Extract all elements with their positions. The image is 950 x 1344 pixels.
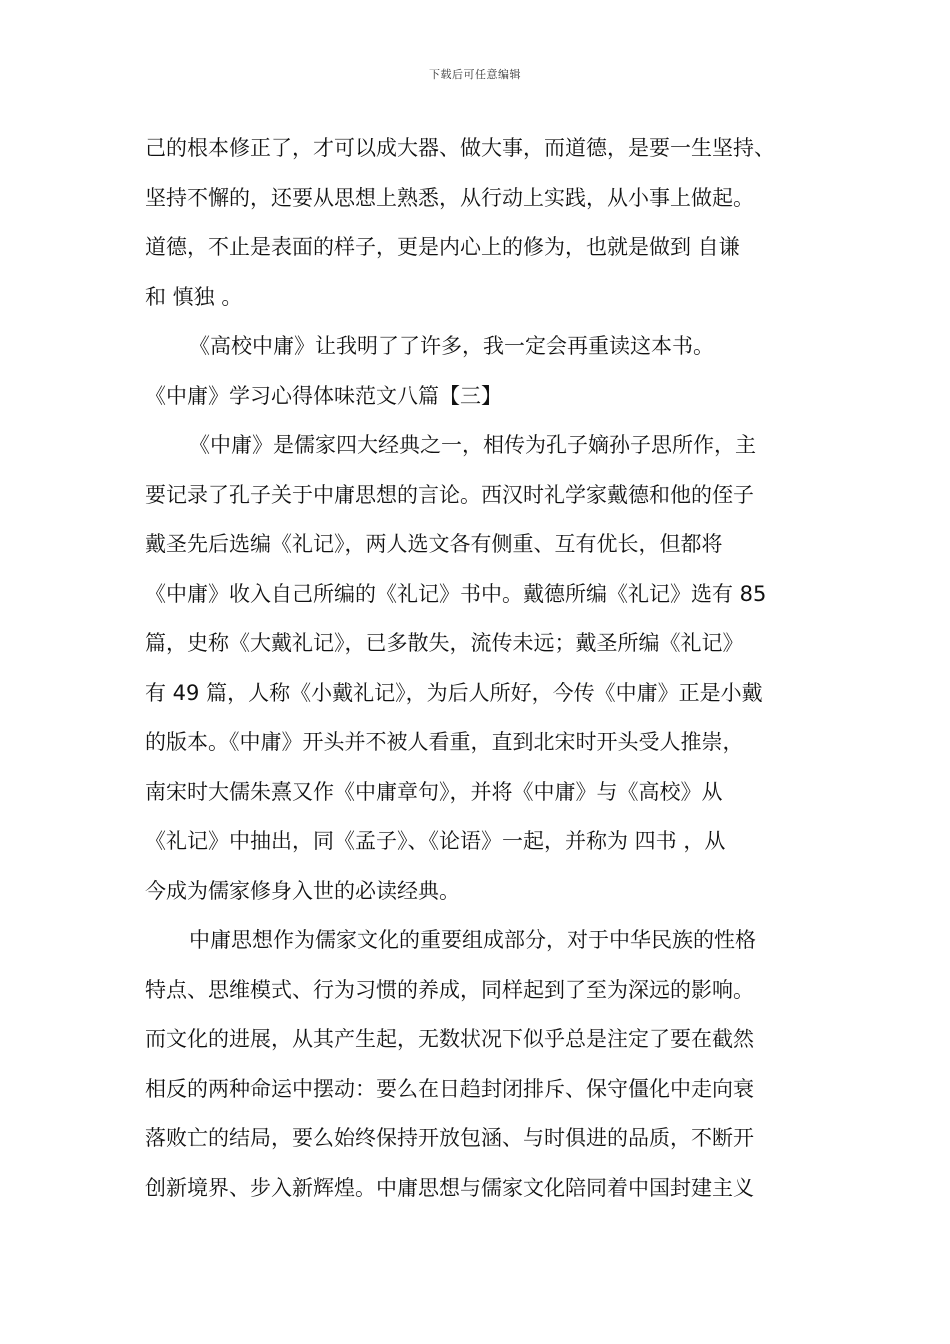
text-line: 要记录了孔子关于中庸思想的言论。西汉时礼学家戴德和他的侄子 xyxy=(145,482,754,507)
text-line: 特点、思维模式、行为习惯的养成，同样起到了至为深远的影响。 xyxy=(145,977,754,1002)
page-header-note: 下载后可任意编辑 xyxy=(429,68,521,81)
text-line: 坚持不懈的，还要从思想上熟悉，从行动上实践，从小事上做起。 xyxy=(145,185,754,210)
text-line: 篇，史称《大戴礼记》，已多散失，流传未远；戴圣所编《礼记》 xyxy=(145,631,744,655)
text-line: 和 慎独 。 xyxy=(145,284,243,309)
text-line: 今成为儒家修身入世的必读经典。 xyxy=(145,878,460,903)
text-line: 创新境界、步入新辉煌。中庸思想与儒家文化陪同着中国封建主义 xyxy=(145,1175,754,1200)
section-heading: 《中庸》学习心得体味范文八篇【三】 xyxy=(145,383,502,408)
text-line: 己的根本修正了，才可以成大器、做大事，而道德，是要一生坚持、 xyxy=(145,136,775,160)
text-line: 的版本。《中庸》开头并不被人看重，直到北宋时开头受人推崇， xyxy=(145,730,744,754)
text-line: 戴圣先后选编《礼记》，两人选文各有侧重、互有优长，但都将 xyxy=(145,532,723,556)
text-line: 南宋时大儒朱熹又作《中庸章句》，并将《中庸》与《高校》从 xyxy=(145,779,723,804)
text-line: 中庸思想作为儒家文化的重要组成部分，对于中华民族的性格 xyxy=(189,928,756,952)
text-line: 《高校中庸》让我明了了许多，我一定会再重读这本书。 xyxy=(189,334,714,358)
text-line: 落败亡的结局，要么始终保持开放包涵、与时俱进的品质，不断开 xyxy=(145,1126,754,1150)
text-line: 而文化的进展，从其产生起，无数状况下似乎总是注定了要在截然 xyxy=(145,1027,754,1051)
text-line: 道德，不止是表面的样子，更是内心上的修为，也就是做到 自谦 xyxy=(145,235,740,259)
text-line: 相反的两种命运中摆动：要么在日趋封闭排斥、保守僵化中走向衰 xyxy=(145,1076,754,1101)
document-body xyxy=(145,124,810,1213)
text-line: 《中庸》收入自己所编的《礼记》书中。戴德所编《礼记》选有 85 xyxy=(145,581,767,606)
text-line: 《礼记》中抽出，同《孟子》、《论语》一起，并称为 四书 ，从 xyxy=(145,829,726,853)
text-line: 《中庸》是儒家四大经典之一，相传为孔子嫡孙子思所作，主 xyxy=(189,433,756,457)
text-line: 有 49 篇，人称《小戴礼记》，为后人所好，今传《中庸》正是小戴 xyxy=(145,680,763,705)
